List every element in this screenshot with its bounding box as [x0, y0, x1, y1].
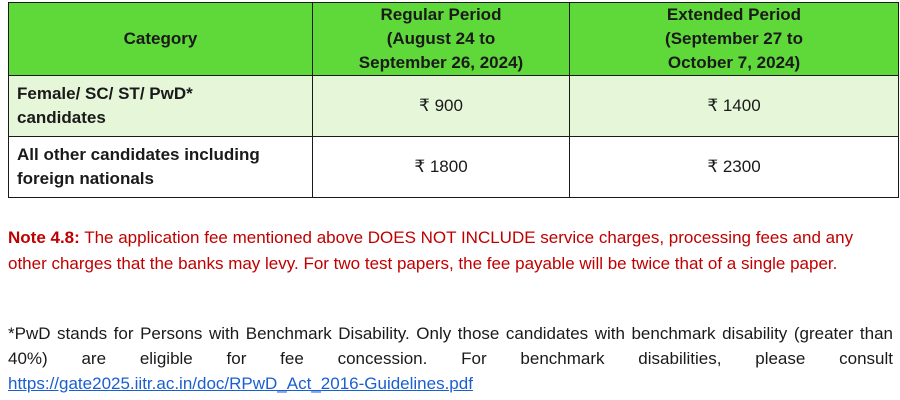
- category-header: [9, 3, 313, 76]
- table-header-row: [9, 3, 899, 76]
- footnote-text: *PwD stands for Persons with Benchmark Disability. Only those candidates with benchmark disability (greater than 40%) are eligible for fee concession. For benchmark disabilities, please consult: [8, 324, 893, 368]
- category-cell: [9, 76, 313, 137]
- fee-note: [8, 225, 893, 277]
- category-line1: Female/ SC/ ST/ PwD*: [17, 84, 193, 103]
- regular-header-line2: (August 24 to: [386, 29, 496, 48]
- extended-fee-cell: ₹ 1400: [570, 76, 899, 137]
- note-label: Note 4.8:: [8, 228, 80, 247]
- category-line1: All other candidates including: [17, 145, 260, 164]
- category-line2: foreign nationals: [17, 169, 154, 188]
- regular-header-line1: Regular Period: [380, 5, 502, 24]
- table-row: [9, 137, 899, 198]
- category-line2: candidates: [17, 108, 106, 127]
- table-row: [9, 76, 899, 137]
- note-text: The application fee mentioned above DOES NOT INCLUDE service charges, processing fees and any other charges that the banks may levy. For two test papers, the fee payable will be twice that of a single paper.: [8, 228, 854, 273]
- regular-period-header: [313, 3, 570, 76]
- extended-header-line2: (September 27 to: [665, 29, 803, 48]
- pwd-footnote: [8, 321, 893, 396]
- fee-table: [8, 2, 899, 198]
- regular-fee-cell: ₹ 1800: [313, 137, 570, 198]
- extended-header-line3: October 7, 2024): [667, 53, 801, 72]
- category-header-label: Category: [123, 29, 198, 48]
- extended-fee-cell: ₹ 2300: [570, 137, 899, 198]
- category-cell: [9, 137, 313, 198]
- extended-period-header: [570, 3, 899, 76]
- regular-header-line3: September 26, 2024): [358, 53, 524, 72]
- extended-header-line1: Extended Period: [666, 5, 802, 24]
- regular-fee-cell: ₹ 900: [313, 76, 570, 137]
- guidelines-link[interactable]: https://gate2025.iitr.ac.in/doc/RPwD_Act_2016-Guidelines.pdf: [8, 374, 473, 393]
